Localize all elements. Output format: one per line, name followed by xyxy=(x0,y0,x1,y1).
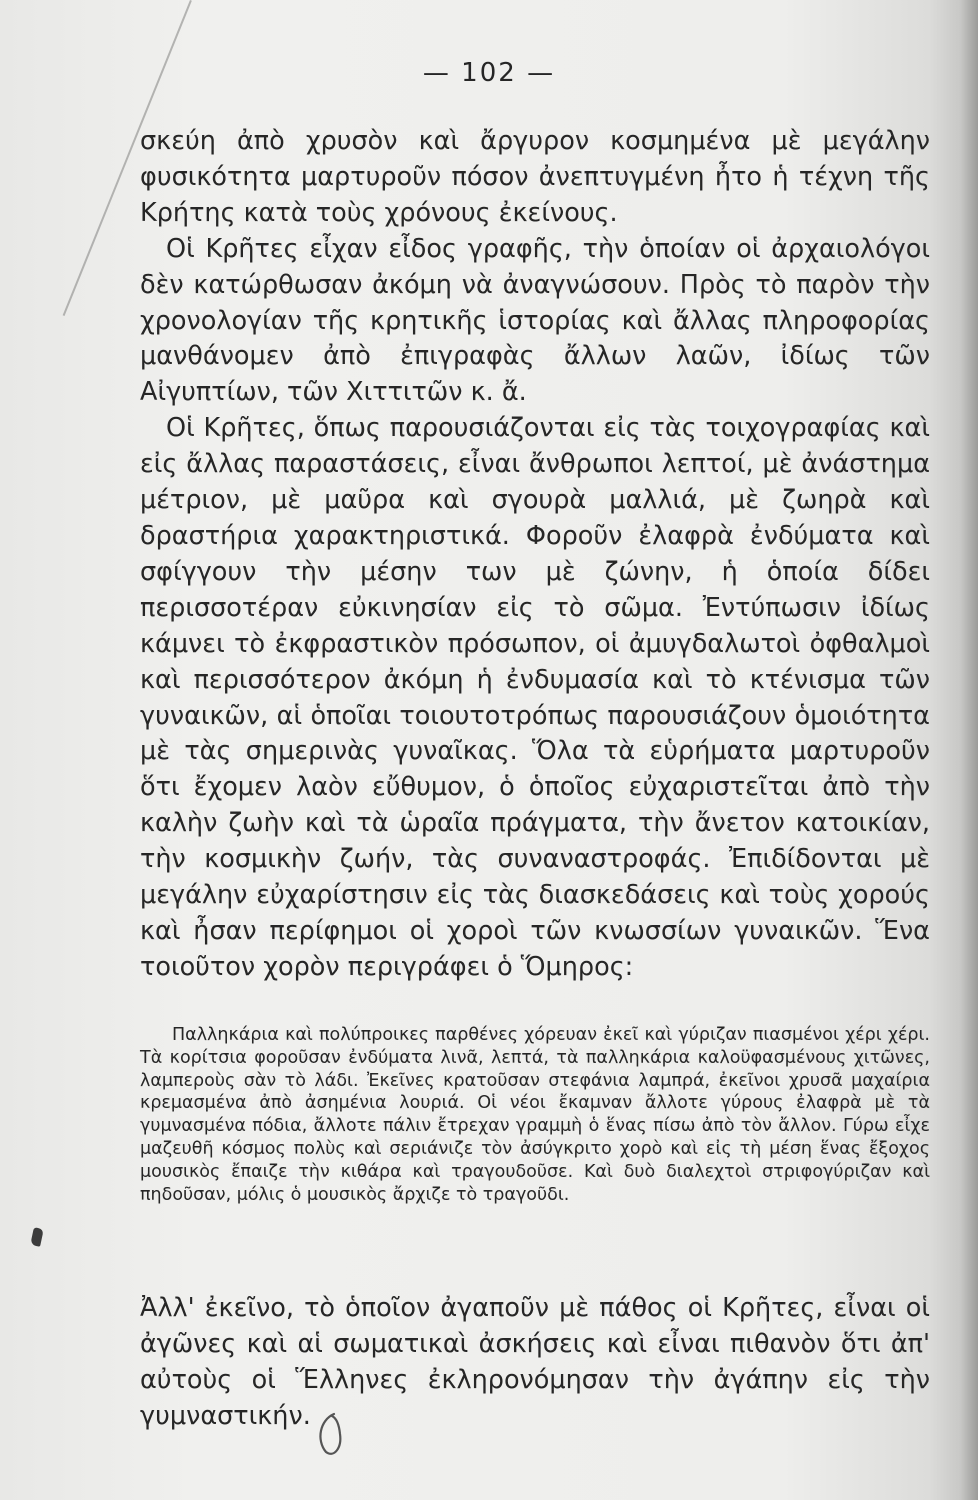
paragraph-appearance: Οἱ Κρῆτες, ὅπως παρουσιάζονται εἰς τὰς τοιχογραφίας καὶ εἰς ἄλλας παραστάσεις, εἶναι ἄνθρωποι λεπτοί, μὲ ἀνάστημα μέτριον, μὲ μαῦρα καὶ σγουρὰ μαλλιά, μὲ ζωηρὰ καὶ δραστήρια χαρακτηριστικά. Φοροῦν ἐλαφρὰ ἐνδύματα καὶ σφίγγουν τὴν μέσην των μὲ ζώνην, ἡ ὁποία δίδει περισσοτέραν εὐκινησίαν εἰς τὸ σῶμα. Ἐντύπωσιν ἰδίως κάμνει τὸ ἐκφραστικὸν πρόσωπον, οἱ ἀμυγδαλωτοὶ ὀφθαλμοὶ καὶ περισσότερον ἀκόμη ἡ ἐνδυμασία καὶ τὸ κτένισμα τῶν γυναικῶν, αἱ ὁποῖαι τοιουτοτρόπως παρουσιάζουν ὁμοιότητα μὲ τὰς σημερινὰς γυναῖκας. Ὅλα τὰ εὑρήματα μαρτυροῦν ὅτι ἔχομεν λαὸν εὔθυμον, ὁ ὁποῖος εὐχαριστεῖται ἀπὸ τὴν καλὴν ζωὴν καὶ τὰ ὡραῖα πράγματα, τὴν ἄνετον κατοικίαν, τὴν κοσμικὴν ζωήν, τὰς συναναστροφάς. Ἐπιδίδονται μὲ μεγάλην εὐχαρίστησιν εἰς τὰς διασκεδάσεις καὶ τοὺς χορούς καὶ ἦσαν περίφημοι οἱ χοροὶ τῶν κνωσσίων γυναικῶν. Ἕνα τοιοῦτον χορὸν περιγράφει ὁ Ὅμηρος: xyxy=(140,413,930,982)
paragraph-continuation: σκεύη ἀπὸ χρυσὸν καὶ ἄργυρον κοσμημένα μὲ μεγάλην φυσικότητα μαρτυροῦν πόσον ἀνεπτυγμένη ἦτο ἡ τέχνη τῆς Κρήτης κατὰ τοὺς χρόνους ἐκείνους. xyxy=(140,126,930,228)
page-number: — 102 — xyxy=(422,58,556,88)
closing-text xyxy=(140,1290,930,1434)
main-text xyxy=(140,124,930,986)
paragraph-closing: Ἀλλ' ἐκεῖνο, τὸ ὁποῖον ἀγαποῦν μὲ πάθος οἱ Κρῆτες, εἶναι οἱ ἀγῶνες καὶ αἱ σωματικαὶ ἀσκήσεις καὶ εἶναι πιθανὸν ὅτι ἀπ' αὐτοὺς οἱ Ἕλληνες ἐκληρονόμησαν τὴν ἀγάπην εἰς τὴν γυμναστικήν. xyxy=(140,1293,930,1431)
pencil-mark-icon xyxy=(312,1410,352,1458)
paragraph-writing: Οἱ Κρῆτες εἶχαν εἶδος γραφῆς, τὴν ὁποίαν οἱ ἀρχαιολόγοι δὲν κατώρθωσαν ἀκόμη νὰ ἀναγνώσουν. Πρὸς τὸ παρὸν τὴν χρονολογίαν τῆς κρητικῆς ἱστορίας καὶ ἄλλας πληροφορίας μανθάνομεν ἀπὸ ἐπιγραφὰς ἄλλων λαῶν, ἰδίως τῶν Αἰγυπτίων, τῶν Χιττιτῶν κ. ἄ. xyxy=(140,233,930,408)
quotation-text: Παλληκάρια καὶ πολύπροικες παρθένες χόρευαν ἐκεῖ καὶ γύριζαν πιασμένοι χέρι χέρι. Τὰ κορίτσια φοροῦσαν ἐνδύματα λινᾶ, λεπτά, τὰ παλληκάρια καλοϋφασμένους χιτῶνες, λαμπεροὺς σὰν τὸ λάδι. Ἐκεῖνες κρατοῦσαν στεφάνια λαμπρά, ἐκεῖνοι χρυσᾶ μαχαίρια κρεμασμένα ἀπὸ ἀσημένια λουριά. Οἱ νέοι ἔκαμναν ἄλλοτε γύρους ἐλαφρὰ μὲ τὰ γυμνασμένα πόδια, ἄλλοτε πάλιν ἔτρεχαν γραμμὴ ὁ ἕνας πίσω ἀπὸ τὸν ἄλλον. Γύρω εἶχε μαζευθῆ κόσμος πολὺς καὶ σεριάνιζε τὸν ἀσύγκριτο χορὸ καὶ εἰς τὴ μέση ἕνας ἔξοχος μουσικὸς ἔπαιζε τὴν κιθάρα καὶ τραγουδοῦσε. Καὶ δυὸ διαλεχτοὶ στριφογύριζαν καὶ πηδοῦσαν, μόλις ὁ μουσικὸς ἄρχιζε τὸ τραγοῦδι. xyxy=(140,1025,930,1205)
page-edge-shadow xyxy=(960,0,978,1500)
homer-quotation xyxy=(140,1024,930,1206)
ink-blot xyxy=(30,1227,44,1247)
